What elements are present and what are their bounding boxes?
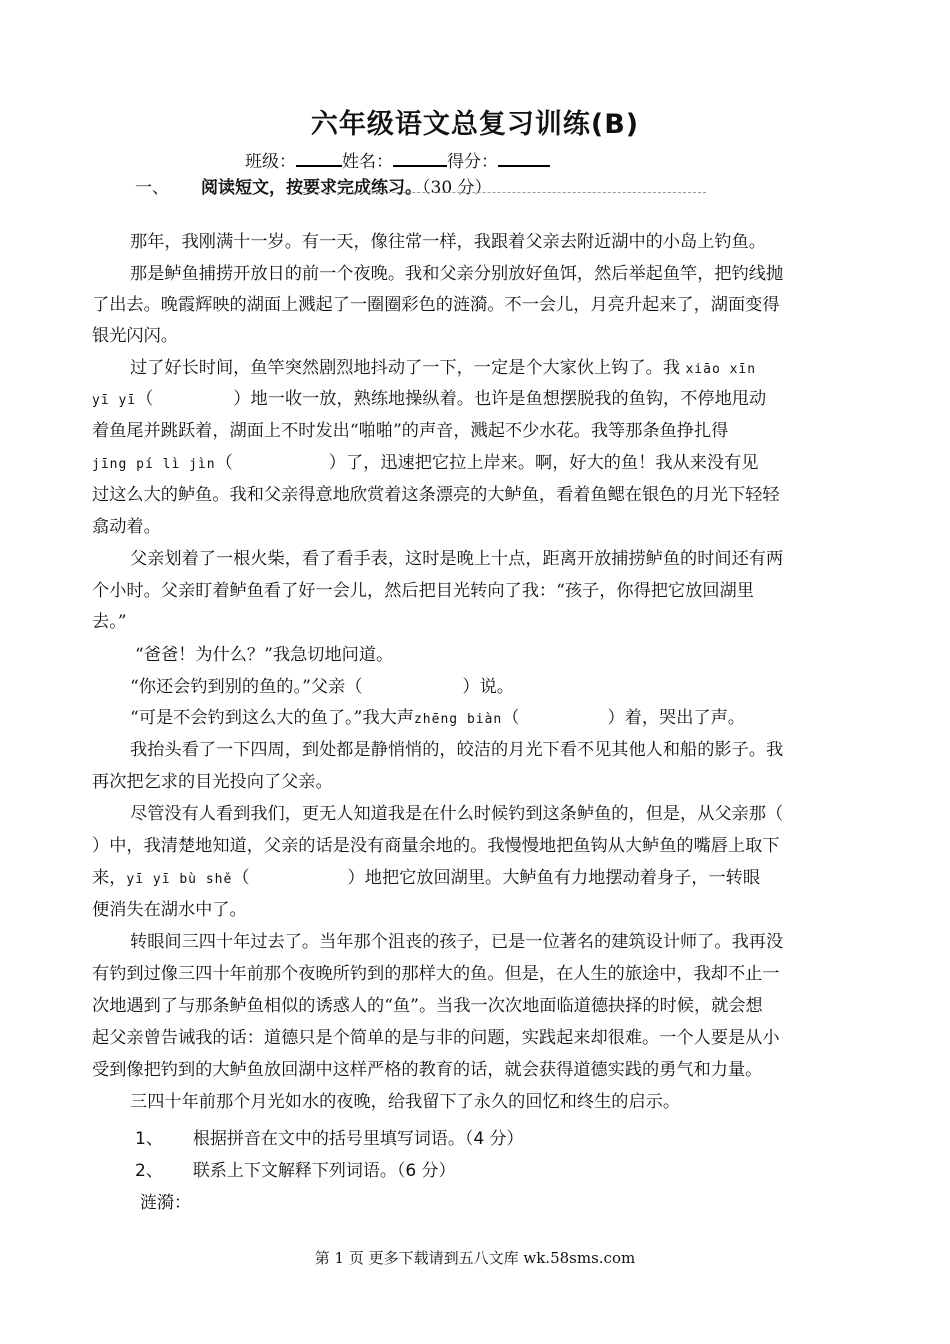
- score-blank[interactable]: [498, 149, 550, 167]
- passage-line: 个小时。父亲盯着鲈鱼看了好一会儿，然后把目光转向了我：“孩子，你得把它放回湖里: [92, 581, 754, 601]
- passage-line: [92, 864, 760, 892]
- passage-line: 有钓到过像三四十年前那个夜晚所钓到的那样大的鱼。但是，在人生的旅途中，我却不止一: [92, 964, 780, 984]
- line-text: ）着，哭出了声。: [607, 708, 745, 728]
- passage-line: 翕动着。: [92, 517, 161, 537]
- line-text: （: [232, 868, 250, 888]
- passage-line: 受到像把钓到的大鲈鱼放回湖中这样严格的教育的话，就会获得道德实践的勇气和力量。: [92, 1060, 763, 1080]
- line-text: （: [502, 708, 520, 728]
- passage-line: 三四十年前那个月光如水的夜晚，给我留下了永久的回忆和终生的启示。: [130, 1092, 681, 1112]
- passage-line: 那是鲈鱼捕捞开放日的前一个夜晚。我和父亲分别放好鱼饵，然后举起鱼竿，把钓线抛: [130, 264, 784, 284]
- line-text: ）了，迅速把它拉上岸来。啊，好大的鱼！我从来没有见: [328, 453, 759, 473]
- passage-line: 过这么大的鲈鱼。我和父亲得意地欣赏着这条漂亮的大鲈鱼，看着鱼鳃在银色的月光下轻轻: [92, 485, 780, 505]
- name-label: 姓名：: [342, 152, 393, 172]
- passage-line: 那年，我刚满十一岁。有一天，像往常一样，我跟着父亲去附近湖中的小岛上钓鱼。: [130, 232, 766, 252]
- passage-line: 了出去。晚霞辉映的湖面上溅起了一圈圈彩色的涟漪。不一会儿，月亮升起来了，湖面变得: [92, 295, 780, 315]
- passage-line: [92, 385, 766, 413]
- pinyin-prompt: zhēng biàn: [413, 712, 503, 727]
- section-number: 一、: [135, 178, 169, 198]
- pinyin-prompt: jīng pí lì jìn: [92, 457, 216, 472]
- passage-line: 银光闪闪。: [92, 326, 178, 346]
- section-title: 阅读短文，按要求完成练习。: [201, 178, 422, 198]
- passage-line: 起父亲曾告诫我的话：道德只是个简单的是与非的问题，实践起来却很难。一个人要是从小: [92, 1028, 780, 1048]
- passage-line: 转眼间三四十年过去了。当年那个沮丧的孩子，已是一位著名的建筑设计师了。我再没: [130, 932, 784, 952]
- divider: [302, 192, 706, 193]
- passage-line: [130, 673, 514, 701]
- term-label: 涟漪：: [140, 1193, 191, 1213]
- passage-line: 父亲划着了一根火柴，看了看手表，这时是晚上十点，距离开放捕捞鲈鱼的时间还有两: [130, 549, 784, 569]
- question-1: [135, 1124, 524, 1149]
- student-info-row: [245, 147, 550, 172]
- question-number: 1、: [135, 1129, 163, 1149]
- page-footer: 第 1 页 更多下载请到五八文库 wk.58sms.com: [314, 1249, 636, 1267]
- line-text: ）说。: [462, 677, 514, 697]
- class-blank[interactable]: [296, 149, 342, 167]
- passage-line: [130, 704, 745, 732]
- line-text: ）地把它放回湖里。大鲈鱼有力地摆动着身子，一转眼: [347, 868, 761, 888]
- line-text: “可是不会钓到这么大的鱼了。”我大声: [130, 708, 414, 728]
- question-text: 联系上下文解释下列词语。（6 分）: [192, 1161, 456, 1181]
- score-label: 得分：: [447, 152, 498, 172]
- pinyin-prompt: yī yī: [92, 393, 137, 408]
- passage-line: [130, 354, 756, 382]
- section-heading: [135, 173, 492, 198]
- line-text: ）地一收一放，熟练地操纵着。也许是鱼想摆脱我的鱼钩，不停地甩动: [233, 389, 767, 409]
- line-text: （: [136, 389, 154, 409]
- passage-line: [92, 449, 758, 477]
- question-text: 根据拼音在文中的括号里填写词语。（4 分）: [192, 1129, 524, 1149]
- passage-line: 尽管没有人看到我们，更无人知道我是在什么时候钓到这条鲈鱼的，但是，从父亲那（: [130, 804, 784, 824]
- question-2: [135, 1156, 456, 1181]
- passage-line: 再次把乞求的目光投向了父亲。: [92, 772, 333, 792]
- section-points: （30 分）: [422, 178, 492, 198]
- line-text: 过了好长时间，鱼竿突然剧烈地抖动了一下，一定是个大家伙上钩了。我: [130, 358, 686, 378]
- passage-line: 次地遇到了与那条鲈鱼相似的诱惑人的“鱼”。当我一次次地面临道德抉择的时候，就会想: [92, 996, 763, 1016]
- pinyin-prompt: yī yī bù shě: [126, 872, 233, 887]
- page-title: 六年级语文总复习训练(B): [310, 109, 640, 140]
- pinyin-prompt: xiāo xīn: [685, 362, 757, 377]
- question-number: 2、: [135, 1161, 163, 1181]
- line-text: （: [215, 453, 233, 473]
- passage-line: “爸爸！为什么？”我急切地问道。: [135, 645, 394, 665]
- passage-line: 我抬头看了一下四周，到处都是静悄悄的，皎洁的月光下看不见其他人和船的影子。我: [130, 740, 784, 760]
- line-text: “你还会钓到别的鱼的。”父亲（: [130, 677, 363, 697]
- name-blank[interactable]: [393, 149, 447, 167]
- passage-line: 便消失在湖水中了。: [92, 900, 247, 920]
- passage-line: 去。”: [92, 612, 127, 632]
- class-label: 班级：: [245, 152, 296, 172]
- passage-line: 着鱼尾并跳跃着，湖面上不时发出“啪啪”的声音，溅起不少水花。我等那条鱼挣扎得: [92, 421, 729, 441]
- passage-line: ）中，我清楚地知道，父亲的话是没有商量余地的。我慢慢地把鱼钩从大鲈鱼的嘴唇上取下: [92, 836, 780, 856]
- line-text: 来，: [92, 868, 127, 888]
